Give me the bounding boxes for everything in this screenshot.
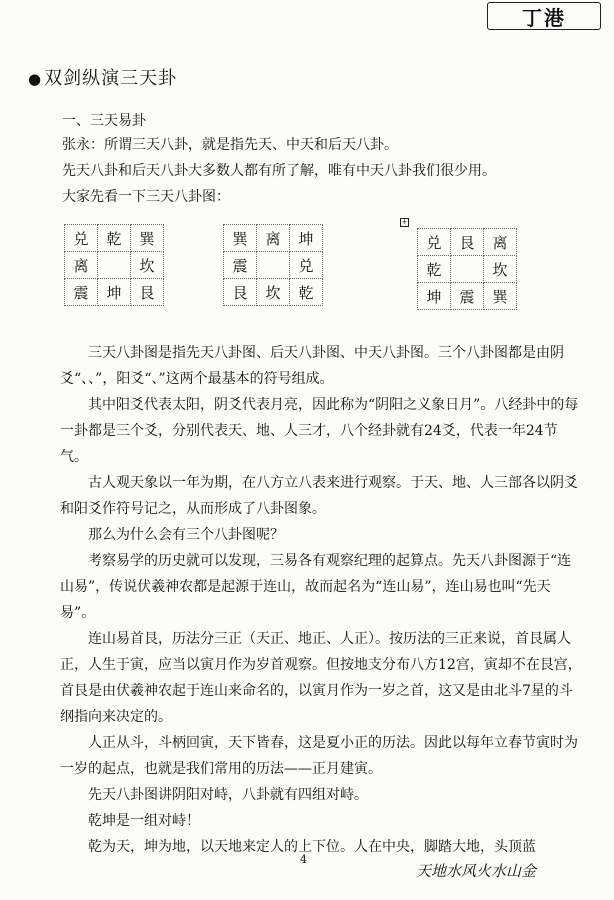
intro-line-2: 先天八卦和后天八卦大多数人都有所了解，唯有中天八卦我们很少用。 [62, 163, 496, 179]
paragraph-2 [60, 392, 582, 470]
trigram-cell: 离 [484, 229, 517, 256]
trigram-cell: 离 [257, 225, 290, 252]
trigram-cell: 艮 [131, 279, 164, 306]
trigram-cell: 兑 [65, 225, 98, 252]
paragraph-text: 乾为天，坤为地，以天地来定人的上下位。人在中央，脚踏大地，头顶蓝 [88, 839, 536, 855]
trigram-cell: 兑 [290, 252, 323, 279]
trigram-cell: 坤 [418, 283, 451, 310]
paragraph-text: 人正从斗，斗柄回寅，天下皆春，这是夏小正的历法。因此以每年立春节寅时为一岁的起点，也就是我们常用的历法——正月建寅。 [60, 735, 578, 777]
section-title: 双剑纵演三天卦 [44, 68, 178, 89]
trigram-cell: 坎 [131, 252, 164, 279]
trigram-cell: 乾 [290, 279, 323, 306]
intro-line-3: 大家先看一下三天八卦图： [62, 189, 230, 205]
paragraph-text: 三天八卦图是指先天八卦图、后天八卦图、中天八卦图。三个八卦图都是由阴爻“、、”，阳爻“、”这两个最基本的符号组成。 [60, 345, 564, 387]
paragraph-8 [60, 782, 582, 808]
subsection-title: 一、三天易卦 [62, 113, 146, 129]
paragraph-6 [60, 626, 582, 730]
paragraph-4 [60, 522, 582, 548]
bagua-diagram-xiantian [64, 224, 164, 306]
paragraph-text: 乾坤是一组对峙！ [88, 813, 200, 829]
intro-line-1: 张永：所谓三天八卦，就是指先天、中天和后天八卦。 [62, 137, 398, 153]
trigram-cell: 震 [65, 279, 98, 306]
trigram-cell-center [451, 256, 484, 283]
paragraph-text: 古人观天象以一年为期，在八方立八表来进行观察。于天、地、人三部各以阴爻和阳爻作符号记之，从而形成了八卦图象。 [60, 475, 578, 517]
trigram-cell: 兑 [418, 229, 451, 256]
trigram-cell: 坎 [484, 256, 517, 283]
trigram-cell: 巽 [484, 283, 517, 310]
paragraph-10 [60, 834, 582, 860]
trigram-cell-center [98, 252, 131, 279]
bagua-diagram-zhongtian [417, 228, 517, 310]
bullet-icon: ● [28, 70, 43, 88]
trigram-cell: 坤 [290, 225, 323, 252]
paragraph-text: 考察易学的历史就可以发现，三易各有观察纪理的起算点。先天八卦图源于“连山易”，传说伏羲神农都是起源于连山，故而起名为“连山易”，连山易也叫“先天易”。 [60, 553, 572, 621]
trigram-cell: 巽 [224, 225, 257, 252]
paragraph-text: 其中阳爻代表太阳，阴爻代表月亮，因此称为“阴阳之义象日月”。八经卦中的每一卦都是三个爻，分别代表天、地、人三才，八个经卦就有24爻，代表一年24节气。 [60, 397, 579, 465]
trigram-cell: 巽 [131, 225, 164, 252]
trigram-cell: 艮 [224, 279, 257, 306]
publisher-logo: 丁港 [487, 2, 601, 30]
trigram-cell: 坎 [257, 279, 290, 306]
paragraph-9 [60, 808, 582, 834]
footer-text: 天地水风火水山金 [416, 862, 537, 880]
paragraph-5 [60, 548, 582, 626]
trigram-cell: 乾 [98, 225, 131, 252]
trigram-cell: 艮 [451, 229, 484, 256]
paragraph-text: 连山易首艮，历法分三正（天正、地正、人正）。按历法的三正来说，首艮属人正，人生于寅，应当以寅月作为岁首观察。但按地支分布八方12宫，寅却不在艮宫，首艮是由伏羲神农起于连山来命名的，以寅月作为一岁之首，这又是由北斗7星的斗纲指向来决定的。 [60, 631, 582, 725]
trigram-cell: 离 [65, 252, 98, 279]
section-heading [28, 64, 177, 90]
paragraph-3 [60, 470, 582, 522]
paragraph-text: 先天八卦图讲阴阳对峙，八卦就有四组对峙。 [88, 787, 368, 803]
anchor-marker-icon: + [401, 218, 408, 226]
trigram-cell: 震 [224, 252, 257, 279]
trigram-cell-center [257, 252, 290, 279]
paragraph-text: 那么为什么会有三个八卦图呢？ [88, 527, 284, 543]
trigram-cell: 乾 [418, 256, 451, 283]
bagua-diagram-houtian [223, 224, 323, 306]
trigram-cell: 坤 [98, 279, 131, 306]
paragraph-1 [60, 340, 582, 392]
trigram-cell: 震 [451, 283, 484, 310]
page-number: 4 [300, 853, 307, 866]
paragraph-7 [60, 730, 582, 782]
